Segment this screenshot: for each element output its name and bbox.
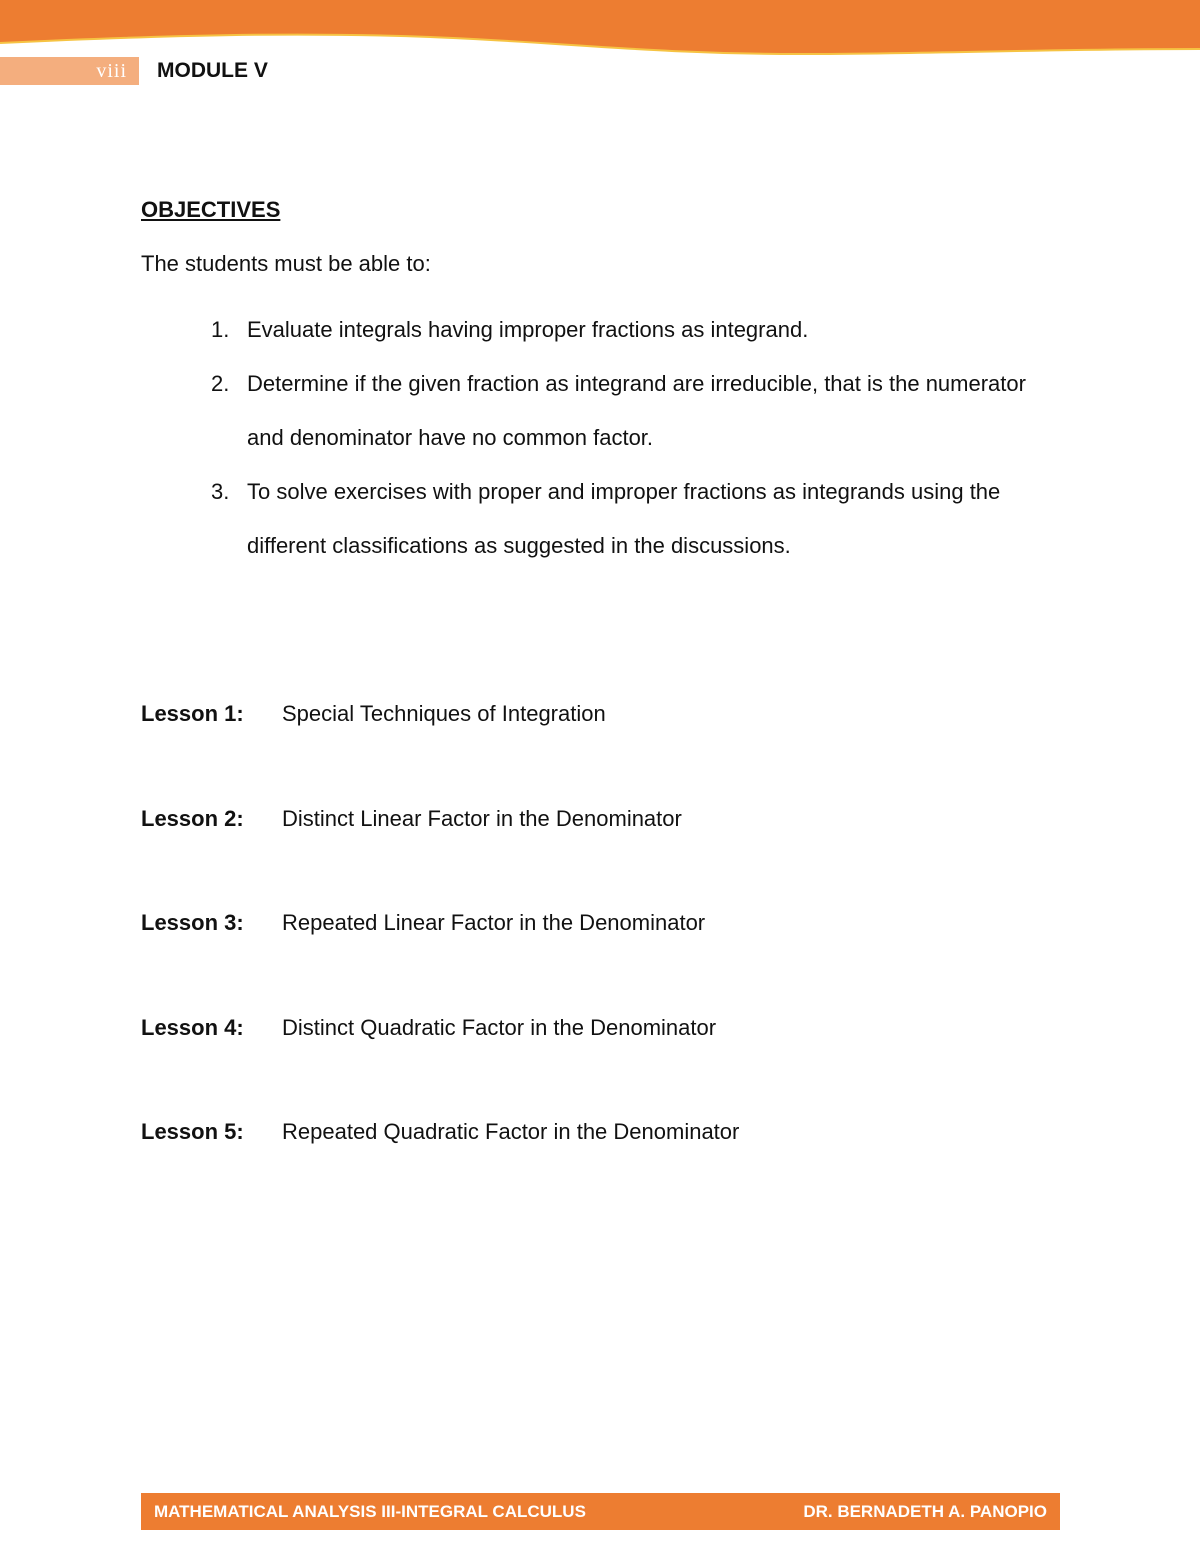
page-number-tab: viii [0, 57, 139, 85]
lesson-title: Distinct Quadratic Factor in the Denominator [282, 1014, 717, 1040]
lesson-row [141, 909, 1076, 1014]
objective-number: 3. [211, 479, 230, 504]
footer-course-title: MATHEMATICAL ANALYSIS III-INTEGRAL CALCULUS [154, 1502, 586, 1521]
lesson-label: Lesson 3: [141, 910, 244, 935]
lesson-title: Distinct Linear Factor in the Denominator [282, 805, 682, 831]
lesson-row [141, 1014, 1076, 1119]
objective-number: 1. [211, 317, 230, 342]
objective-line: and denominator have no common factor. [247, 425, 654, 450]
lesson-label: Lesson 1: [141, 701, 244, 726]
objective-line: To solve exercises with proper and improper fractions as integrands using the [247, 479, 1001, 504]
module-title: MODULE V [157, 59, 268, 82]
lesson-row [141, 805, 1076, 910]
lesson-label: Lesson 4: [141, 1014, 244, 1040]
objectives-heading: OBJECTIVES [141, 197, 281, 222]
objective-item [141, 357, 1076, 465]
objectives-list [141, 303, 1076, 573]
lesson-row [141, 700, 1076, 805]
lesson-row [141, 1118, 1076, 1223]
orange-header-banner [0, 0, 1200, 60]
objective-item [141, 465, 1076, 573]
lesson-label: Lesson 2: [141, 805, 244, 831]
lesson-title: Repeated Quadratic Factor in the Denominator [282, 1119, 740, 1144]
objective-line: Evaluate integrals having improper fractions as integrand. [247, 317, 809, 342]
objective-line: Determine if the given fraction as integrand are irreducible, that is the numerator [247, 371, 1026, 396]
objective-number: 2. [211, 371, 230, 396]
lesson-label: Lesson 5: [141, 1119, 244, 1144]
objective-line: different classifications as suggested in the discussions. [247, 533, 791, 558]
footer-bar [141, 1493, 1060, 1530]
lesson-title: Special Techniques of Integration [282, 701, 606, 726]
lesson-title: Repeated Linear Factor in the Denominator [282, 910, 706, 935]
objective-item [141, 303, 1076, 357]
objectives-intro: The students must be able to: [141, 251, 431, 276]
footer-author: DR. BERNADETH A. PANOPIO [803, 1502, 1047, 1521]
lessons-list [141, 700, 1076, 1223]
